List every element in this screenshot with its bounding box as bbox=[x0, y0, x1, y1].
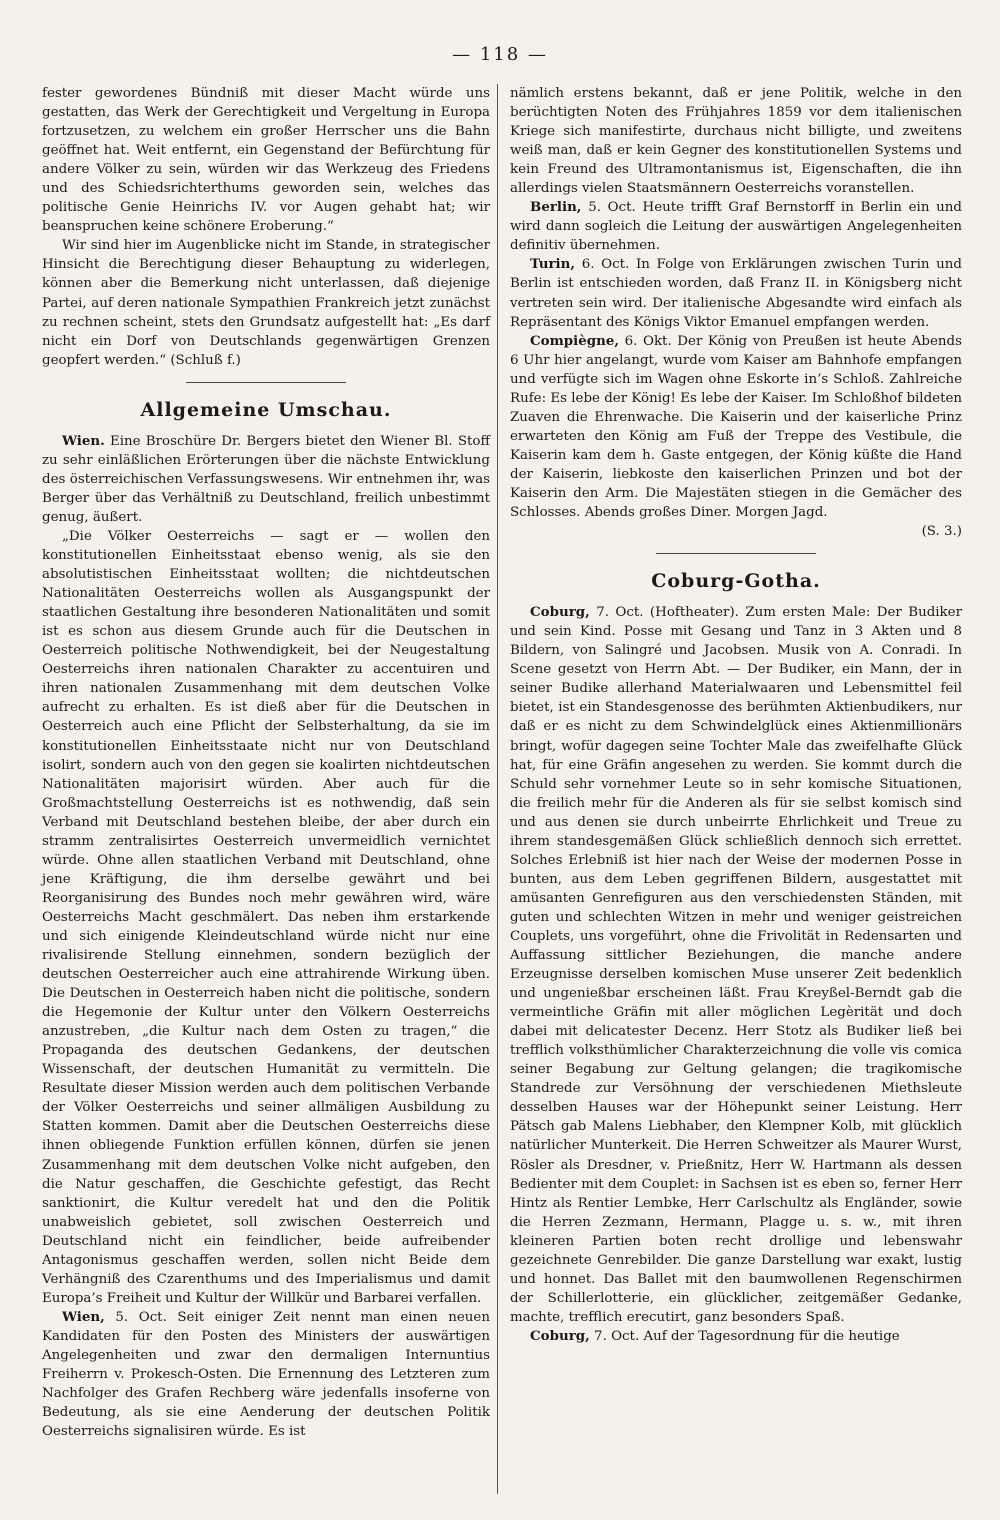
dateline: Berlin, bbox=[530, 199, 582, 216]
section-divider bbox=[656, 553, 816, 554]
section-heading: Allgemeine Umschau. bbox=[140, 398, 392, 421]
dateline: Wien. bbox=[62, 432, 105, 449]
dateline: Turin, bbox=[530, 256, 576, 273]
section-divider bbox=[186, 382, 346, 383]
news-text: 7. Oct. Auf der Tagesordnung für die heutige bbox=[594, 1328, 900, 1344]
article-paragraph: nämlich erstens bekannt, daß er jene Politik, welche in den berüchtigten Noten des Frühjahres 1859 vor dem italienischen Kriege sich manifestirte, durchaus nicht billigte, und zweitens weiß man, daß er kein Gegner des konstitutionellen Systems und kein Freund des Ultramontanismus ist, Eigenschaften, die ihn allerdings vielen Staatsmännern Oesterreichs voranstellen. bbox=[510, 86, 962, 197]
news-text: Eine Broschüre Dr. Bergers bietet den Wiener Bl. Stoff zu sehr einläßlichen Erörterungen über die nächste Entwicklung des österreichischen Verfassungswesens. Wir entnehmen ihr, was Berger über das Verhältniß zu Deutschland, freilich unbestimmt genug, äußert. bbox=[42, 433, 490, 525]
news-item bbox=[42, 1308, 490, 1441]
source-note: (S. 3.) bbox=[921, 524, 962, 540]
dateline: Coburg, bbox=[530, 604, 590, 621]
news-text: 6. Oct. In Folge von Erklärungen zwischen Turin und Berlin ist entschieden worden, daß Franz II. in Königsberg nicht vertreten sein wird. Der italienische Abgesandte wird einfach als Repräsentant des Königs Viktor Emanuel empfangen werden. bbox=[510, 257, 962, 330]
dateline: Wien, bbox=[62, 1308, 105, 1325]
news-item bbox=[510, 255, 962, 331]
news-item bbox=[510, 603, 962, 1327]
news-item bbox=[510, 332, 962, 522]
news-item bbox=[42, 432, 490, 527]
article-paragraph: Wir sind hier im Augenblicke nicht im Stande, in strategischer Hinsicht die Berechtigung dieser Behauptung zu widerlegen, können aber die Bemerkung nicht unterlassen, daß diejenige Partei, auf deren nationale Sympathien Frankreich jetzt zunächst zu rechnen scheint, stets den Grundsatz aufgestellt hat: „Es darf nicht ein Dorf von Deutschlands gegenwärtigen Grenzen geopfert werden.“ (Schluß f.) bbox=[42, 238, 490, 368]
left-column bbox=[42, 84, 490, 1441]
dateline: Compiègne, bbox=[530, 332, 620, 349]
section-heading: Coburg-Gotha. bbox=[651, 570, 821, 593]
column-divider bbox=[497, 84, 498, 1494]
news-item bbox=[510, 1327, 962, 1346]
news-text: 6. Okt. Der König von Preußen ist heute Abends 6 Uhr hier angelangt, wurde vom Kaiser am Bahnhofe empfangen und verfügte sich im Wagen ohne Eskorte in’s Schloß. Zahlreiche Rufe: Es lebe der König! Es lebe der Kaiser. Im Schloßhof bildeten Zuaven die Ehrenwache. Die Kaiserin und der kaiserliche Prinz erwarteten den König am Fuß der Treppe des Vestibule, die Kaiserin kam dem h. Gaste entgegen, der König küßte die Hand der Kaiserin, liebkoste den kaiserlichen Prinzen und bot der Kaiserin den Arm. Die Majestäten stiegen in die Gemächer des Schlosses. Abends großes Diner. Morgen Jagd. bbox=[510, 333, 963, 521]
news-item bbox=[510, 198, 962, 255]
news-text: 5. Oct. Heute trifft Graf Bernstorff in Berlin ein und wird dann sogleich die Leitung der auswärtigen Angelegenheiten definitiv übernehmen. bbox=[510, 200, 962, 254]
article-paragraph: fester gewordenes Bündniß mit dieser Macht würde uns gestatten, das Werk der Gerechtigkeit und Vergeltung in Europa fortzusetzen, zu welchem ein großer Herrscher uns die Bahn geöffnet hat. Weit entfernt, ein Gegenstand der Befürchtung für andere Völker zu sein, würden wir das Werkzeug des Friedens und des Schiedsrichterthums geworden sein, welches das politische Genie Heinrichs IV. vor Augen gehabt hat; wir beanspruchen keine schönere Eroberung.“ bbox=[42, 86, 490, 235]
right-column bbox=[510, 84, 962, 1346]
page-number: — 118 — bbox=[452, 44, 548, 65]
quote-paragraph: „Die Völker Oesterreichs — sagt er — wollen den konstitutionellen Einheitsstaat ebenso wenig, als sie den absolutistischen Einheitsstaat wollten; die nichtdeutschen Nationalitäten Oesterreichs wollen als Ausgangspunkt der staatlichen Gestaltung ihre besonderen Nationalitäten und somit ist es schon aus diesem Grunde auch für die Deutschen in Oesterreich politische Nothwendigkeit, bei der Neugestaltung Oesterreichs ihren nationalen Charakter zu accentuiren und ihren nationalen Zusammenhang mit dem deutschen Volke aufrecht zu erhalten. Es ist dieß aber für die Deutschen in Oesterreich auch eine Pflicht der Selbsterhaltung, da sie im konstitutionellen Einheitsstaate nicht nur von Deutschland isolirt, sondern auch von den gegen sie koalirten nichtdeutschen Nationalitäten majorisirt würden. Aber auch für die Großmachtstellung Oesterreichs ist es nothwendig, daß sein Verband mit Deutschland bestehen bleibe, der aber durch ein stramm zentralisirtes Oesterreich unvermeidlich vernichtet würde. Ohne allen staatlichen Verband mit Deutschland, ohne jene Kräftigung, die ihm derselbe gewährt und bei Reorganisirung des Bundes noch mehr gewähren wird, wäre Oesterreichs Macht geschmälert. Das neben ihm erstarkende und sich einigende Kleindeutschland würde nicht nur eine rivalisirende Stellung einnehmen, sondern bezüglich der deutschen Oesterreicher auch eine attrahirende Wirkung üben. Die Deutschen in Oesterreich haben nicht die politische, sondern die Hegemonie der Kultur unter den Völkern Oesterreichs anzustreben, „die Kultur nach dem Osten zu tragen,“ die Propaganda des deutschen Gedankens, der deutschen Wissenschaft, der deutschen Humanität zu vermitteln. Die Resultate dieser Mission werden auch dem politischen Verbande der Völker Oesterreichs und seiner allmäligen Ausbildung zu Statten kommen. Damit aber die Deutschen Oesterreichs diese ihnen obliegende Funktion erfüllen können, dürfen sie jenen Zusammenhang mit dem deutschen Volke nicht aufgeben, den die Natur geschaffen, die Geschichte gefestigt, das Recht sanktionirt, die Kultur veredelt hat und den die Politik unabweislich gebietet, soll zwischen Oesterreich und Deutschland nicht ein feindlicher, beide aufreibender Antagonismus geschaffen werden, sollen nicht Beide dem Verhängniß des Czarenthums und des Imperialismus und damit Europa’s Freiheit und Kultur der Willkür und Barbarei verfallen. bbox=[42, 528, 490, 1306]
news-text: 7. Oct. (Hoftheater). Zum ersten Male: Der Budiker und sein Kind. Posse mit Gesang und Tanz in 3 Akten und 8 Bildern, von Salingré und Jacobsen. Musik von A. Conradi. In Scene gesetzt von Herrn Abt. — Der Budiker, ein Mann, der in seiner Budike allerhand Materialwaaren und Lebensmittel feil bietet, ist ein Standesgenosse des berühmten Aktienbudikers, nur daß er es nicht zu dem Schwindelglück eines Aktienmillionärs bringt, wofür dagegen seine Tochter Male das zweifelhafte Glück hat, für eine Gräfin angesehen zu werden. Sie kommt durch die Schuld sehr vornehmer Leute so in sehr komische Situationen, die freilich mehr für die Anderen als für sie selbst komisch sind und aus denen sie durch unbeirrte Ehrlichkeit und Treue zu ihrem standesgemäßen Glück schließlich dennoch sich errettet. Solches Erlebniß ist hier nach der Weise der modernen Posse in bunten, aus dem Leben gegriffenen Bildern, ausgestattet mit amüsanten Genrefiguren aus den verschiedensten Ständen, mit guten und schlechten Witzen in mehr und weniger geistreichen Couplets, uns vorgeführt, ohne die Frivolität in Redensarten und Auffassung sittlicher Beziehungen, die manche andere Erzeugnisse derselben komischen Muse unserer Zeit bedenklich und ungenießbar erscheinen läßt. Frau Kreyßel-Berndt gab die vermeintliche Gräfin mit aller möglichen Legèrität und doch dabei mit delicatester Decenz. Herr Stotz als Budiker ließ bei trefflich volksthümlicher Charakterzeichnung die volle vis comica seiner Begabung zur Geltung gelangen; die tragikomische Standrede zur Versöhnung der verschiedenen Miethsleute desselben Hauses war der Höhepunkt seiner Leistung. Herr Pätsch gab Malens Liebhaber, den Klempner Kolb, mit glücklich natürlicher Munterkeit. Die Herren Schweitzer als Maurer Wurst, Rösler als Dresdner, v. Prießnitz, Herr W. Hartmann als dessen Bedienter mit dem Couplet: in Sachsen ist es eben so, ferner Herr Hintz als Rentier Lembke, Herr Carlschultz als Engländer, sowie die Herren Zezmann, Hermann, Plagge u. s. w., mit ihren kleineren Partien boten recht drollige und lebenswahr gezeichnete Genrebilder. Die ganze Darstellung war exakt, lustig und honnet. Das Ballet mit den baumwollenen Regenschirmen der Schillerlotterie, ein glücklicher, zeitgemäßer Gedanke, machte, trefflich erecutirt, ganz besonders Spaß. bbox=[510, 605, 962, 1325]
dateline: Coburg, bbox=[530, 1327, 590, 1344]
news-text: 5. Oct. Seit einiger Zeit nennt man einen neuen Kandidaten für den Posten des Ministers der auswärtigen Angelegenheiten und zwar den dermaligen Internuntius Freiherrn v. Prokesch-Osten. Die Ernennung des Letzteren zum Nachfolger des Grafen Rechberg wäre jedenfalls insoferne von Bedeutung, als sie eine Aenderung der deutschen Politik Oesterreichs signalisiren würde. Es ist bbox=[42, 1309, 490, 1440]
